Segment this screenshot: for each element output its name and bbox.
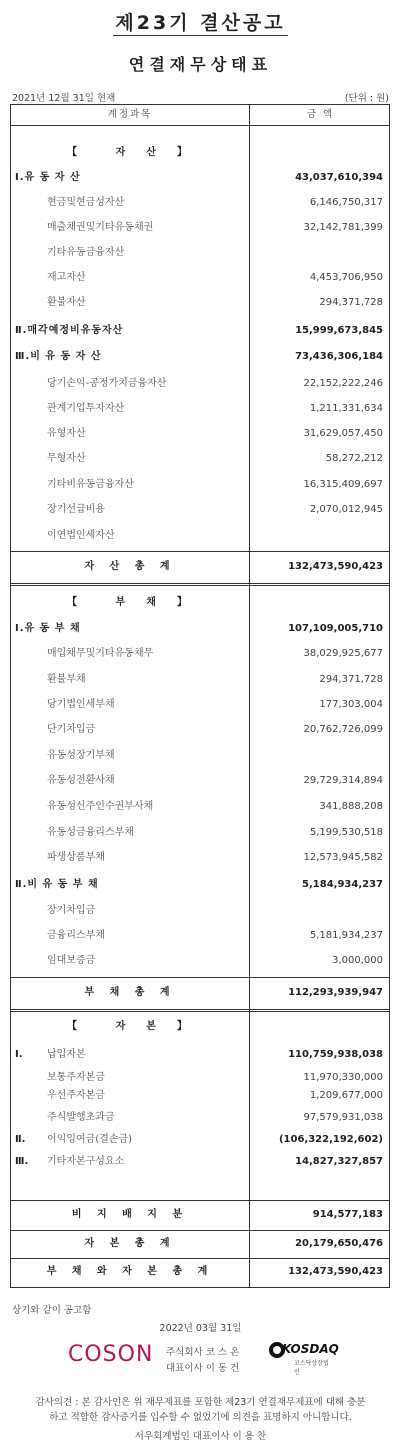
amount-value: 110,759,938,038 <box>288 1049 383 1060</box>
account-label: 우선주자본금 <box>47 1090 105 1101</box>
account-label: 유동성금융리스부채 <box>47 827 134 838</box>
account-label: 유동성장기부채 <box>47 750 115 761</box>
amount-value: 294,371,728 <box>319 297 383 308</box>
notice-text: 상기와 같이 공고함 <box>12 1305 92 1316</box>
company-ceo: 대표이사 이 동 건 <box>166 1363 240 1374</box>
account-label: 【 자 산 】 <box>67 147 187 158</box>
table-row <box>11 1263 391 1281</box>
amount-value: 5,181,934,237 <box>309 930 383 941</box>
table-row <box>11 671 391 689</box>
table-row <box>11 294 391 312</box>
amount-value: 294,371,728 <box>319 674 383 685</box>
section-divider <box>11 583 389 586</box>
table-row <box>11 1109 391 1127</box>
amount-value: 1,211,331,634 <box>309 403 383 414</box>
account-label: 임대보증금 <box>47 955 96 966</box>
table-row <box>11 219 391 237</box>
amount-value: 177,303,004 <box>319 699 383 710</box>
table-row <box>11 772 391 790</box>
amount-value: 2,070,012,945 <box>309 504 383 515</box>
table-row <box>11 1206 391 1224</box>
table-row <box>11 425 391 443</box>
account-label: 현금및현금성자산 <box>47 197 125 208</box>
amount-value: 5,199,530,518 <box>309 827 383 838</box>
table-row <box>11 194 391 212</box>
account-label: 자 산 총 계 <box>84 561 176 572</box>
amount-value: 5,184,934,237 <box>302 879 383 890</box>
auditor-signature: 서우회계법인 대표이사 이 용 찬 <box>134 1431 267 1442</box>
kosdaq-wordmark: KOSDAQ <box>282 1342 339 1356</box>
account-label: 당기법인세부채 <box>47 699 115 710</box>
table-row <box>11 721 391 739</box>
account-label: 관계기업투자자산 <box>47 403 125 414</box>
account-label: 【 자 본 】 <box>67 1021 187 1032</box>
account-label: Ⅲ.비 유 동 자 산 <box>15 351 102 362</box>
account-label: 자 본 총 계 <box>84 1238 176 1249</box>
amount-value: 107,109,005,710 <box>288 623 383 634</box>
account-label: 무형자산 <box>47 453 86 464</box>
amount-value: 31,629,057,450 <box>303 428 383 439</box>
table-row <box>11 169 391 187</box>
amount-value: 73,436,306,184 <box>295 351 383 362</box>
amount-value: 1,209,677,000 <box>309 1090 383 1101</box>
balance-sheet-table <box>10 104 390 1288</box>
amount-value: 97,579,931,038 <box>303 1112 383 1123</box>
amount-value: 43,037,610,394 <box>295 172 383 183</box>
section-number: Ⅲ. <box>15 1156 29 1167</box>
table-row <box>11 849 391 867</box>
account-label: 기타유동금융자산 <box>47 247 125 258</box>
amount-value: 58,272,212 <box>325 453 383 464</box>
section-number: Ⅱ. <box>15 1134 26 1145</box>
account-label: 환불부채 <box>47 674 86 685</box>
amount-value: 20,762,726,099 <box>303 724 383 735</box>
table-row <box>11 1131 391 1149</box>
amount-value: 914,577,183 <box>312 1209 383 1220</box>
amount-value: 38,029,925,677 <box>303 648 383 659</box>
section-divider <box>11 1230 389 1231</box>
section-divider <box>11 1258 389 1259</box>
section-divider <box>11 1009 389 1012</box>
account-label: Ⅱ.비 유 동 부 채 <box>15 879 99 890</box>
header-divider <box>11 125 389 126</box>
table-row <box>11 269 391 287</box>
audit-opinion-line-1: 감사의견 : 본 감사인은 위 재무제표를 포함한 제23기 연결재무제표에 대해 충분 <box>35 1397 366 1408</box>
amount-value: 20,179,650,476 <box>295 1238 383 1249</box>
table-row <box>11 645 391 663</box>
account-label: 파생상품부채 <box>47 852 105 863</box>
audit-opinion-line-2: 하고 적합한 감사증거를 입수할 수 없었기에 의견을 표명하지 아니합니다. <box>49 1412 352 1423</box>
account-label: 기타비유동금융자산 <box>47 479 134 490</box>
table-row <box>11 450 391 468</box>
account-label: 유동성전환사채 <box>47 775 115 786</box>
amount-value: 112,293,939,947 <box>288 987 383 998</box>
table-row <box>11 876 391 894</box>
account-label: 유형자산 <box>47 428 86 439</box>
section-number: Ⅰ. <box>15 1049 23 1060</box>
amount-value: 341,888,208 <box>319 801 383 812</box>
account-label: 【 부 채 】 <box>67 597 187 608</box>
table-row <box>11 1235 391 1253</box>
coson-logo: COSON <box>68 1342 154 1367</box>
account-label: 당기손익-공정가치금융자산 <box>47 378 167 389</box>
table-row <box>11 322 391 340</box>
table-row <box>11 400 391 418</box>
table-row <box>11 1046 391 1064</box>
report-date: 2021년 12월 31일 현재 <box>12 93 116 104</box>
account-label: 장기선급비용 <box>47 504 105 515</box>
account-label: 보통주자본금 <box>47 1072 105 1083</box>
company-name: 주식회사 코 스 온 <box>166 1347 240 1358</box>
table-row <box>11 375 391 393</box>
account-label: 매입채무및기타유동채무 <box>47 648 154 659</box>
table-row <box>11 927 391 945</box>
statement-title: 연결재무상태표 <box>128 55 273 74</box>
account-label: Ⅰ.유 동 부 채 <box>15 623 81 634</box>
table-row <box>11 952 391 970</box>
table-row <box>11 348 391 366</box>
table-row <box>11 144 391 162</box>
account-label: 환불자산 <box>47 297 86 308</box>
amount-value: 12,573,945,582 <box>303 852 383 863</box>
account-label: 유동성신주인수권부사채 <box>47 801 154 812</box>
account-label: Ⅰ.유 동 자 산 <box>15 172 81 183</box>
account-label: 주식발행초과금 <box>47 1112 115 1123</box>
account-label: 기타자본구성요소 <box>47 1156 125 1167</box>
account-label: 금융리스부채 <box>47 930 105 941</box>
section-divider <box>11 977 389 978</box>
section-divider <box>11 551 389 552</box>
table-row <box>11 476 391 494</box>
amount-value: 32,142,781,399 <box>303 222 383 233</box>
table-row <box>11 824 391 842</box>
account-label: 이익잉여금(결손금) <box>47 1134 133 1145</box>
account-label: 장기차입금 <box>47 905 96 916</box>
amount-value: 132,473,590,423 <box>288 1266 383 1277</box>
amount-value: 3,000,000 <box>332 955 383 966</box>
account-label: Ⅱ.매각예정비유동자산 <box>15 325 124 336</box>
table-row <box>11 1153 391 1171</box>
account-label: 이연법인세자산 <box>47 530 115 541</box>
table-row <box>11 747 391 765</box>
amount-value: 4,453,706,950 <box>309 272 383 283</box>
table-row <box>11 984 391 1002</box>
account-label: 매출채권및기타유동채권 <box>47 222 154 233</box>
account-label: 재고자산 <box>47 272 86 283</box>
table-row <box>11 902 391 920</box>
unit-label: (단위 : 원) <box>344 93 389 104</box>
amount-value: 22,152,222,246 <box>303 378 383 389</box>
notice-date: 2022년 03월 31일 <box>159 1323 242 1334</box>
amount-value: 6,146,750,317 <box>309 197 383 208</box>
header-account: 계정과목 <box>107 109 153 120</box>
table-row <box>11 620 391 638</box>
amount-value: (106,322,192,602) <box>278 1134 383 1145</box>
account-label: 납입자본 <box>47 1049 86 1060</box>
table-row <box>11 1087 391 1105</box>
kosdaq-subtext: 코스닥상장법인 <box>294 1360 329 1376</box>
header-amount: 금 액 <box>306 109 335 120</box>
amount-value: 16,315,409,697 <box>303 479 383 490</box>
amount-value: 29,729,314,894 <box>303 775 383 786</box>
account-label: 비 지 배 지 분 <box>71 1209 189 1220</box>
amount-value: 11,970,330,000 <box>303 1072 383 1083</box>
amount-value: 14,827,327,857 <box>295 1156 383 1167</box>
account-label: 단기차입금 <box>47 724 96 735</box>
amount-value: 15,999,673,845 <box>295 325 383 336</box>
amount-value: 132,473,590,423 <box>288 561 383 572</box>
table-row <box>11 594 391 612</box>
page-title: 제23기 결산공고 <box>115 12 286 34</box>
kosdaq-logo <box>268 1336 339 1376</box>
table-row <box>11 798 391 816</box>
company-info <box>166 1345 239 1377</box>
table-row <box>11 558 391 576</box>
section-divider <box>11 1200 389 1201</box>
table-row <box>11 696 391 714</box>
table-row <box>11 1018 391 1036</box>
table-row <box>11 244 391 262</box>
account-label: 부 채 와 자 본 총 계 <box>46 1266 214 1277</box>
table-row <box>11 501 391 519</box>
table-row <box>11 527 391 545</box>
table-row <box>11 1069 391 1087</box>
account-label: 부 채 총 계 <box>84 987 176 998</box>
